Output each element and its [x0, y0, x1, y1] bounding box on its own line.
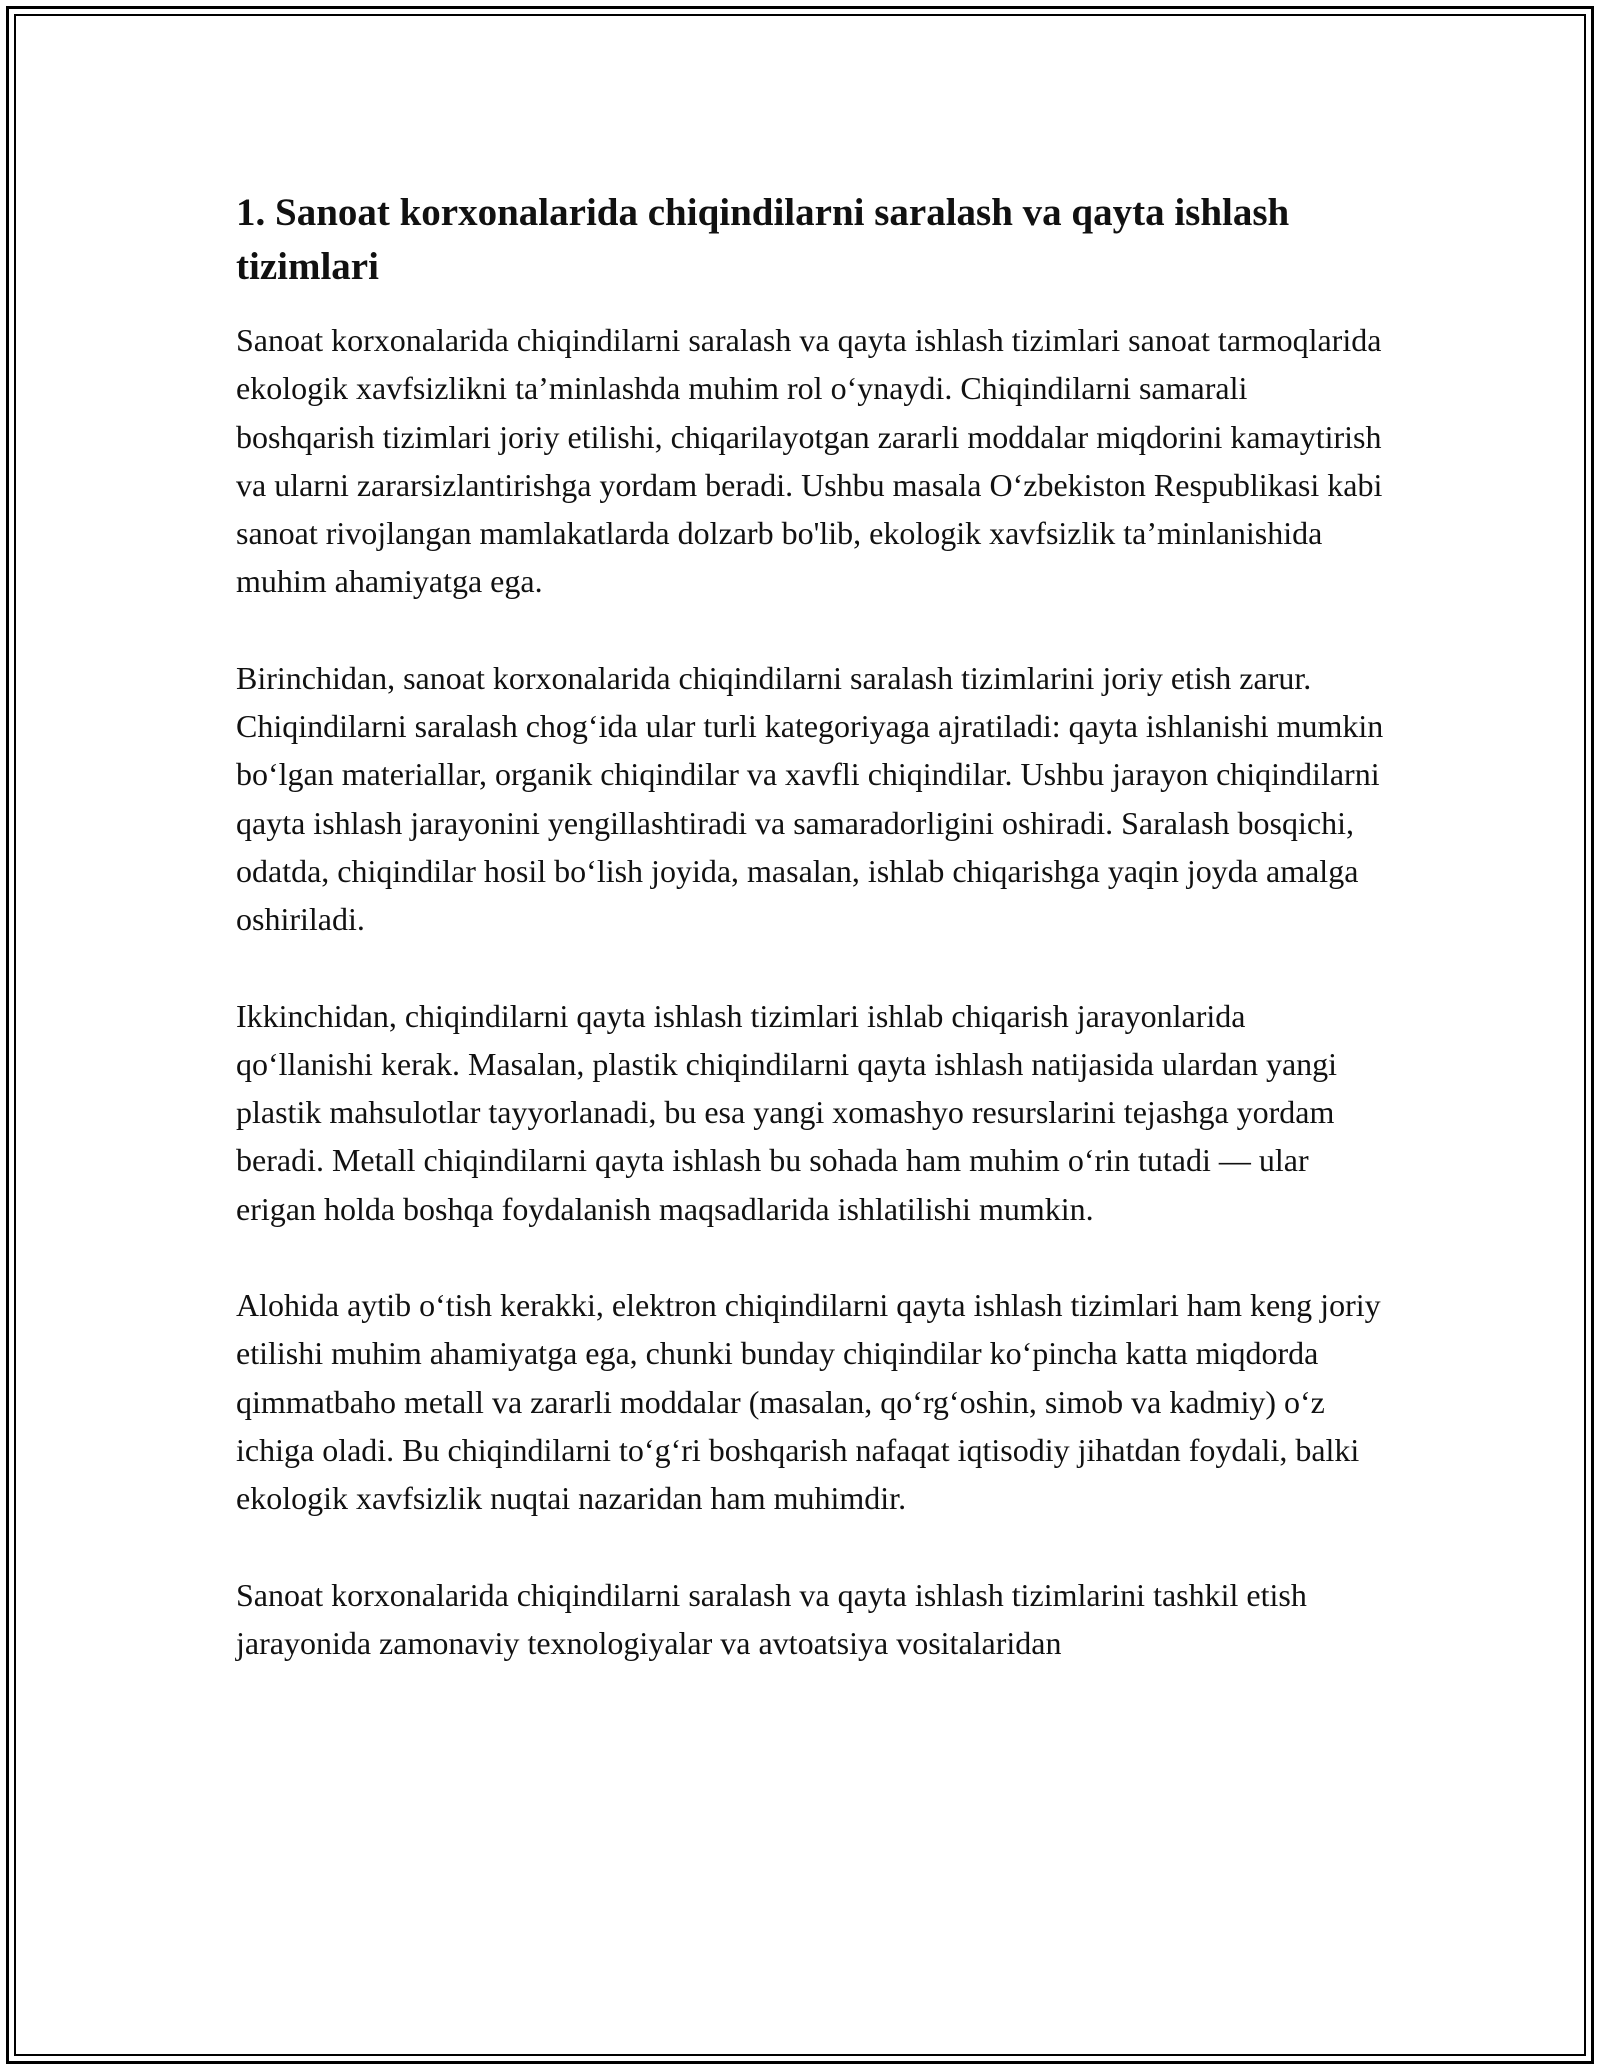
document-body	[236, 186, 1386, 1715]
document-title: 1. Sanoat korxonalarida chiqindilarni saralash va qayta ishlash tizimlari	[236, 191, 1290, 288]
paragraph-electronic-waste: Alohida aytib o‘tish kerakki, elektron chiqindilarni qayta ishlash tizimlari ham keng joriy etilishi muhim ahamiyatga ega, chunki bunday chiqindilar ko‘pincha katta miqdorda qimmatbaho metall va zararli moddalar (masalan, qo‘rg‘oshin, simob va kadmiy) o‘z ichiga oladi. Bu chiqindilarni to‘g‘ri boshqarish nafaqat iqtisodiy jihatdan foydali, balki ekologik xavfsizlik nuqtai nazaridan ham muhimdir.	[236, 1287, 1381, 1517]
paragraph-sorting: Birinchidan, sanoat korxonalarida chiqindilarni saralash tizimlarini joriy etish zarur. Chiqindilarni saralash chog‘ida ular turli kategoriyaga ajratiladi: qayta ishlanishi mumkin bo‘lgan materiallar, organik chiqindilar va xavfli chiqindilar. Ushbu jarayon chiqindilarni qayta ishlash jarayonini yengillashtiradi va samaradorligini oshiradi. Saralash bosqichi, odatda, chiqindilar hosil bo‘lish joyida, masalan, ishlab chiqarishga yaqin joyda amalga oshiriladi.	[236, 659, 1384, 938]
paragraph-technologies: Sanoat korxonalarida chiqindilarni saralash va qayta ishlash tizimlarini tashkil etish jarayonida zamonaviy texnologiyalar va avtoatsiya vositalaridan	[236, 1576, 1307, 1661]
paragraph-intro: Sanoat korxonalarida chiqindilarni saralash va qayta ishlash tizimlari sanoat tarmoqlarida ekologik xavfsizlikni ta’minlashda muhim rol o‘ynaydi. Chiqindilarni samarali boshqarish tizimlari joriy etilishi, chiqarilayotgan zararli moddalar miqdorini kamaytirish va ularni zararsizlantirishga yordam beradi. Ushbu masala O‘zbekiston Respublikasi kabi sanoat rivojlangan mamlakatlarda dolzarb bo'lib, ekologik xavfsizlik ta’minlanishida muhim ahamiyatga ega.	[236, 322, 1383, 600]
paragraph-recycling: Ikkinchidan, chiqindilarni qayta ishlash tizimlari ishlab chiqarish jarayonlarida qo‘llanishi kerak. Masalan, plastik chiqindilarni qayta ishlash natijasida ulardan yangi plastik mahsulotlar tayyorlanadi, bu esa yangi xomashyo resurslarini tejashga yordam beradi. Metall chiqindilarni qayta ishlash bu sohada ham muhim o‘rin tutadi — ular erigan holda boshqa foydalanish maqsadlarida ishlatilishi mumkin.	[236, 997, 1338, 1227]
